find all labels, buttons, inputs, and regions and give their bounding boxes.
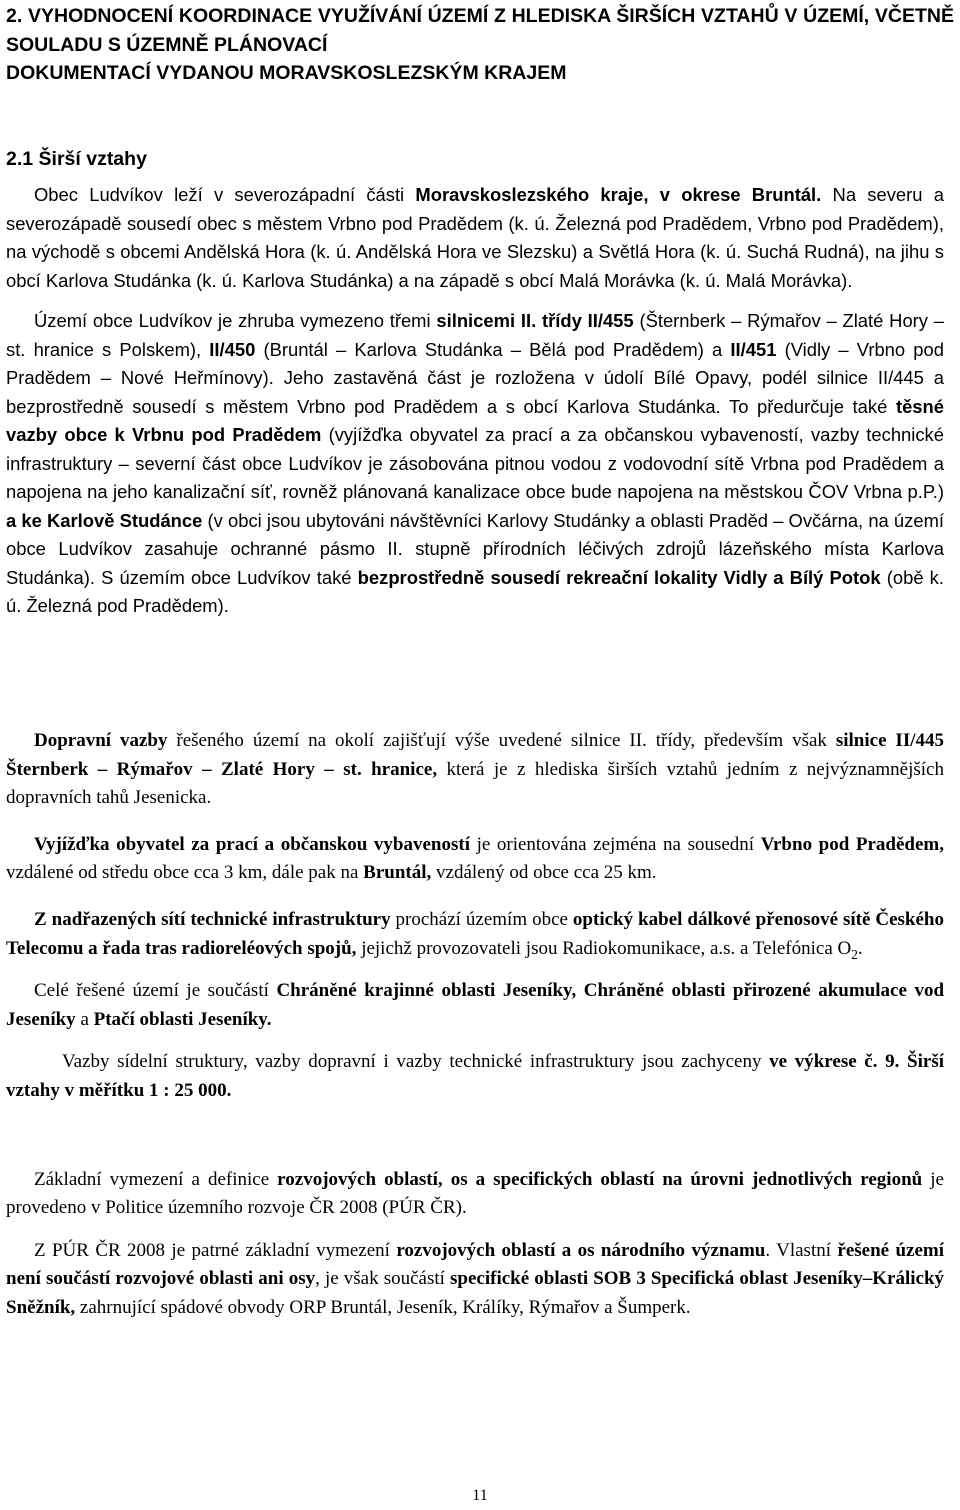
text-run: Na severu a severozápadě sousedí obec s městem Vrbno pod Pradědem (k. ú. Železná pod Pradědem, Vrbno pod Pradědem), na východě s obcemi Andělská Hora (k. ú. Andělská Hora ve Slezsku) a Světlá Hora (k. ú. Suchá Rudná), na jihu s obcí Karlova Studánka (k. ú. Karlova Studánka) a na západě s obcí Malá Morávka (k. ú. Malá Morávka). — [6, 184, 944, 291]
bold-run: řešené území není součástí rozvojové oblasti ani osy — [6, 1239, 944, 1290]
intro-block — [6, 181, 944, 621]
bold-run: ve výkrese č. 9. Širší vztahy v měřítku 1 : 25 000. — [6, 1051, 944, 1101]
bold-run: Dopravní vazby — [34, 730, 168, 751]
bold-run: optický kabel dálkové přenosové sítě Českého Telecomu a řada tras radioreléových spojů, — [6, 908, 944, 959]
text-run: (v obci jsou ubytováni návštěvníci Karlovy Studánky a oblasti Praděd – Ovčárna, na území obce Ludvíkov zasahuje ochranné pásmo II. stupně přírodních léčivých zdrojů lázeňského místa Karlova Studánka). S územím obce Ludvíkov také — [6, 509, 944, 588]
paragraph-roads — [6, 307, 944, 621]
bold-run: Bruntál, — [363, 862, 432, 884]
text-run: . — [857, 937, 863, 959]
bold-run: silnice II/445 Šternberk – Rýmařov – Zlaté Hory – st. hranice, — [6, 730, 944, 780]
text-run: . Vlastní — [765, 1239, 838, 1261]
bold-run: Z nadřazených sítí technické infrastruktury — [34, 908, 391, 930]
text-run: Základní vymezení a definice — [34, 1168, 278, 1190]
subscript: 2 — [851, 946, 858, 962]
bold-run: Vrbno pod Pradědem, — [760, 833, 945, 855]
text-run: (Šternberk – Rýmařov – Zlaté Hory – st. hranice s Polskem), — [6, 310, 945, 360]
text-run: vzdálené od středu obce cca 3 km, dále pak na — [6, 862, 364, 884]
text-run: (obě k. ú. Železná pod Pradědem). — [6, 566, 944, 616]
text-run: prochází územím obce — [390, 908, 573, 930]
text-run: jejichž provozovateli jsou Radiokomunikace, a.s. a Telefónica O — [356, 937, 852, 959]
text-run: je provedeno v Politice územního rozvoje ČR 2008 (PÚR ČR). — [6, 1168, 944, 1219]
bold-run: rozvojových oblastí, os a specifických oblastí na úrovni jednotlivých regionů — [277, 1168, 923, 1190]
text-run: , je však součástí — [315, 1268, 451, 1290]
paragraph-drawing-reference — [6, 1048, 944, 1105]
bold-run: bezprostředně sousedí rekreační lokality Vidly a Bílý Potok — [357, 566, 881, 588]
body-block — [6, 727, 944, 1323]
bold-run: rozvojových oblastí a os národního významu — [396, 1239, 766, 1261]
paragraph-transport — [6, 727, 944, 813]
bold-run: Vyjížďka obyvatel za prací a občanskou vybaveností — [34, 833, 470, 855]
text-run: (Vidly – Vrbno pod Pradědem – Nové Heřmínovy). Jeho zastavěná část je rozložena v údolí Bílé Opavy, podél silnice II/445 a bezprostředně sousedí s městem Vrbno pod Pradědem a s obcí Karlova Studánka. To předurčuje také — [6, 338, 944, 417]
paragraph-regional-policy — [6, 1166, 944, 1223]
chapter-heading-line1: 2. VYHODNOCENÍ KOORDINACE VYUŽÍVÁNÍ ÚZEMÍ Z HLEDISKA ŠIRŠÍCH VZTAHŮ V ÚZEMÍ, VČETNĚ SOULADU S ÚZEMNĚ PLÁNOVACÍ — [6, 5, 954, 56]
paragraph-commuting — [6, 831, 944, 888]
text-run: je orientována zejména na sousední — [470, 833, 761, 855]
text-run: a — [75, 1008, 94, 1030]
paragraph-neighbours — [6, 181, 944, 295]
text-run: která je z hlediska širších vztahů jedním z nejvýznamnějších dopravních tahů Jesenicka. — [6, 758, 944, 809]
text-run: Celé řešené území je součástí — [34, 980, 277, 1002]
bold-run: silnicemi II. třídy II/455 — [436, 310, 634, 331]
bold-run: Chráněné krajinné oblasti Jeseníky, Chráněné oblasti přirozené akumulace vod Jeseníky — [6, 980, 945, 1030]
bold-run: II/451 — [730, 338, 777, 360]
text-run: řešeného území na okolí zajišťují výše uvedené silnice II. třídy, především však — [167, 730, 836, 751]
chapter-heading-line2: DOKUMENTACÍ VYDANOU MORAVSKOSLEZSKÝM KRAJEM — [6, 62, 567, 84]
bold-run: specifické oblasti SOB 3 Specifická oblast Jeseníky–Králický Sněžník, — [6, 1268, 945, 1318]
bold-run: Moravskoslezského kraje, v okrese Bruntál. — [415, 184, 822, 205]
page-number: 11 — [472, 1487, 488, 1504]
paragraph-infrastructure — [6, 906, 944, 963]
text-run: Území obce Ludvíkov je zhruba vymezeno třemi — [34, 310, 437, 331]
text-run: (vyjížďka obyvatel za prací a za občanskou vybaveností, vazby technické infrastruktury – severní část obce Ludvíkov je zásobována pitnou vodou z vodovodní sítě Vrbna pod Pradědem a napojena na jeho kanalizační síť, rovněž plánovaná kanalizace obce bude napojena na městskou ČOV Vrbna p.P.) — [6, 424, 944, 502]
bold-run: a ke Karlově Studánce — [6, 509, 203, 531]
text-run: Vazby sídelní struktury, vazby dopravní i vazby technické infrastruktury jsou zachyceny — [62, 1051, 770, 1073]
paragraph-pur-cr — [6, 1237, 944, 1323]
text-run: Z PÚR ČR 2008 je patrné základní vymezení — [34, 1239, 397, 1261]
text-run: vzdálený od obce cca 25 km. — [431, 862, 657, 884]
section-heading: 2.1 Širší vztahy — [6, 148, 147, 170]
paragraph-protected-areas — [6, 977, 944, 1034]
text-run: (Bruntál – Karlova Studánka – Bělá pod Pradědem) a — [255, 338, 731, 360]
bold-run: Ptačí oblasti Jeseníky. — [93, 1008, 272, 1030]
text-run: Obec Ludvíkov leží v severozápadní části — [34, 184, 416, 205]
bold-run: těsné vazby obce k Vrbnu pod Pradědem — [6, 395, 944, 445]
text-run: zahrnující spádové obvody ORP Bruntál, Jeseník, Králíky, Rýmařov a Šumperk. — [75, 1296, 691, 1318]
chapter-heading — [6, 2, 954, 88]
bold-run: II/450 — [209, 338, 256, 360]
